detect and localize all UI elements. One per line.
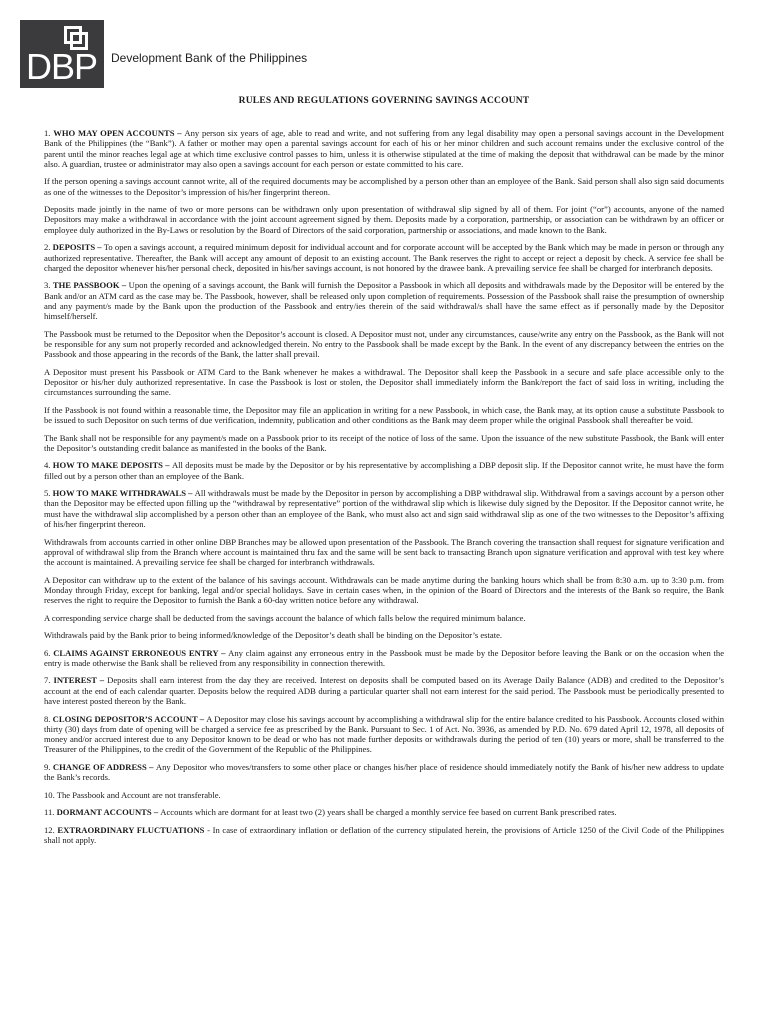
rule-paragraph (44, 762, 724, 783)
rule-heading: HOW TO MAKE WITHDRAWALS – (52, 488, 195, 499)
bank-name: Development Bank of the Philippines (111, 51, 308, 65)
rule-heading: CLAIMS AGAINST ERRONEOUS ENTRY – (53, 647, 229, 658)
rule-text: Withdrawals from accounts carried in other online DBP Branches may be allowed upon presentation of the Passbook. The Branch covering the transaction shall request for signature verification and approval of withdrawal slip from the Branch where account is maintained thru fax and the same will be sent back to transacting Branch upon signature verification and approval with test key where the account is maintained. A prevailing service fee shall be charged for interbranch withdrawals. (44, 536, 724, 568)
rule-text: A Depositor must present his Passbook or ATM Card to the Bank whenever he makes a withdrawal. The Depositor shall keep the Passbook in a secure and safe place accessible only to the Depositor or his/her duly authorized representative. In case the Passbook is lost or stolen, the Depositor shall immediately inform the Bank/report the fact of said loss in writing, including the circumstances surrounding the same. (44, 366, 724, 398)
rule-text: If the Passbook is not found within a reasonable time, the Depositor may file an application in writing for a new Passbook, in which case, the Bank may, at its option cause a substitute Passbook to be issued to such Depositor on such terms of due verification, indemnity, publication and other conditions as the Bank may deem proper while the original Passbook shall thereafter be void. (44, 404, 724, 426)
logo-text: DBP (26, 46, 98, 87)
rule-heading: DORMANT ACCOUNTS – (56, 807, 161, 818)
rule-paragraph (44, 242, 724, 273)
rule-text: Any claim against any erroneous entry in the Passbook must be made by the Depositor before leaving the Bank or on the occasion when the entry is made otherwise the Bank shall be relieved from any responsibility in connection therewith. (44, 647, 725, 668)
rule-number: 3. (44, 280, 53, 291)
rule-paragraph (44, 176, 724, 197)
rule-text: - In case of extraordinary inflation or deflation of the currency stipulated herein, the provisions of Article 1250 of the Civil Code of the Philippines shall not apply. (44, 824, 725, 845)
rule-text: Upon the opening of a savings account, the Bank will furnish the Depositor a Passbook in which all deposits and withdrawals made by the Depositor will be entered by the Bank and/or an ATM card as the case may be. The Passbook, however, shall be released only upon completion of requirements. Possession of the Passbook shall raise the presumption of ownership and any payment/s made by the Bank upon the production of the Passbook and entry/ies therein of the said withdrawal/s shall have the same effect as if personally made by the Depositor himself/herself. (44, 280, 724, 322)
rule-text: Any person six years of age, able to read and write, and not suffering from any legal disability may open a personal savings account in the Development Bank of the Philippines (the “Bank”). A father or mother may open a parental savings account for each of his or her minor children and such account remains under the exclusive control of the parent until the minor reaches legal age at which time exclusive control passes to him, unless it is otherwise stipulated at the time of making the deposit that withdrawal can be made by the minor also. A guardian, trustee or administrator may also open a savings account for each person or estate committed to his care. (44, 128, 724, 169)
rule-paragraph (44, 613, 724, 623)
rule-paragraph (44, 433, 724, 454)
rule-paragraph (44, 807, 724, 817)
dbp-logo (20, 20, 104, 88)
rule-paragraph (44, 329, 724, 360)
document-title: RULES AND REGULATIONS GOVERNING SAVINGS ACCOUNT (238, 96, 530, 106)
rule-number: 5. (44, 488, 53, 499)
rule-paragraph (44, 648, 724, 669)
rule-number: 8. (44, 713, 53, 724)
rule-heading: EXTRAORDINARY FLUCTUATIONS (57, 824, 208, 835)
rule-number: 4. (44, 460, 53, 471)
rule-text: The Passbook and Account are not transferable. (56, 789, 221, 800)
rule-number: 11. (44, 807, 57, 818)
rule-heading: CLOSING DEPOSITOR’S ACCOUNT – (52, 713, 207, 724)
rule-text: A Depositor may close his savings account by accomplishing a withdrawal slip for the entire balance credited to his Passbook. Accounts closed within thirty (30) days from date of opening will be charged a service fee as prescribed by the Bank. Pursuant to Sec. 1 of Act. No. 3936, as amended by P.D. No. 679 dated April 12, 1978, all deposits of money and/or accrued interest due to any Depositor known to be dead or who has not made further deposits or withdrawals during the period of ten (10) years or more, shall be transferred to the Treasurer of the Philippines, to the credit of the Government of the Republic of the Philippines. (44, 713, 725, 755)
rule-paragraph (44, 204, 724, 235)
rule-text: A Depositor can withdraw up to the extent of the balance of his savings account. Withdrawals can be made anytime during the banking hours which shall be from 8:30 a.m. up to 3:30 p.m. from Monday through Friday, except for banking, legal and/or special holidays. Save in certain cases when, in the opinion of the Board of Directors and the interests of the Bank so require, the Bank reserves the right to require the Depositor to furnish the Bank a 60-day written notice before any withdrawal. (44, 574, 724, 606)
rule-text: Deposits made jointly in the name of two or more persons can be withdrawn only upon presentation of withdrawal slip signed by all of them. For joint (“or”) accounts, anyone of the named Depositors may make a withdrawal in accordance with the joint account agreement signed by them. Deposits made by a corporation, partnership, or association can be withdrawn by an officer or employee duly authorized in the By-Laws or resolution by the Board of Directors of the said corporation, partnership or associations, and made known to the Bank. (44, 204, 724, 235)
rule-number: 10. (44, 789, 57, 800)
rule-number: 2. (44, 242, 53, 253)
rule-paragraph (44, 537, 724, 568)
rule-text: If the person opening a savings account cannot write, all of the required documents may be accomplished by a person other than an employee of the Bank. Said person shall also sign said documents as one of the witnesses to the Depositor’s impression of his/her fingerprint thereon. (44, 176, 724, 197)
rules-body (44, 128, 724, 852)
rule-number: 7. (44, 675, 54, 686)
rule-text: Withdrawals paid by the Bank prior to being informed/knowledge of the Depositor’s death shall be binding on the Depositor’s estate. (44, 630, 503, 641)
rule-text: The Bank shall not be responsible for any payment/s made on a Passbook prior to its receipt of the notice of loss of the same. Upon the issuance of the new substitute Passbook, the Bank will enter the Depositor’s outstanding credit balance as manifested in the books of the Bank. (44, 432, 724, 453)
rule-paragraph (44, 367, 724, 398)
rule-number: 6. (44, 647, 54, 658)
rule-text: A corresponding service charge shall be deducted from the savings account the balance of which falls below the required minimum balance. (44, 612, 526, 623)
rule-paragraph (44, 675, 724, 706)
rule-paragraph (44, 280, 724, 321)
rule-number: 9. (44, 761, 53, 772)
rule-paragraph (44, 714, 724, 755)
rule-heading: CHANGE OF ADDRESS – (52, 761, 156, 772)
rule-text: The Passbook must be returned to the Depositor when the Depositor’s account is closed. A Depositor must not, under any circumstances, cause/write any entry on the Passbook, as the Bank will not be responsible for any sum not properly recorded and acknowledged therein. No entry to the Passbook shall be made except by the Bank. In the event of any discrepancy between the entries on the Passbook and those appearing in the records of the Bank, the latter shall prevail. (44, 328, 724, 360)
rule-heading: THE PASSBOOK – (52, 280, 129, 291)
rule-paragraph (44, 630, 724, 640)
rule-text: All withdrawals must be made by the Depositor in person by accomplishing a DBP withdrawal slip. Withdrawal from a savings account by a person other than the Depositor may be effected upon filling up the “withdrawal by representative” portion of the withdrawal slip which is likewise duly signed by the Depositor. If the Depositor cannot write, he must have the withdrawal slip accomplished by a person other than an employee of the Bank, who must also act and sign said withdrawal slip as one of the two witnesses to the Depositor’s affixing of his/her fingerprint thereon. (44, 488, 724, 530)
rule-text: Deposits shall earn interest from the day they are received. Interest on deposits shall be computed based on its Average Daily Balance (ADB) and credited to the Depositor’s account at the end of each calendar quarter. Deposits below the required ADB during a particular quarter shall not earn interest for the said period. The Passbook must be periodically presented to have interest posted thereon by the Bank. (44, 675, 725, 707)
rule-paragraph (44, 405, 724, 426)
rule-text: Accounts which are dormant for at least two (2) years shall be charged a monthly service fee based on current Bank prescribed rates. (160, 807, 617, 818)
rule-heading: HOW TO MAKE DEPOSITS – (52, 460, 172, 471)
rule-heading: INTEREST – (53, 675, 108, 686)
rule-paragraph (44, 460, 724, 481)
rule-paragraph (44, 825, 724, 846)
rule-paragraph (44, 790, 724, 800)
rule-number: 12. (44, 824, 58, 835)
rule-paragraph (44, 488, 724, 529)
rule-paragraph (44, 575, 724, 606)
rule-paragraph (44, 128, 724, 169)
rule-text: All deposits must be made by the Depositor or by his representative by accomplishing a DBP deposit slip. If the Depositor cannot write, he must have the form filled out by a person other than an employee of the Bank. (44, 460, 724, 481)
rule-text: Any Depositor who moves/transfers to some other place or changes his/her place of residence should immediately notify the Bank of his/her new address to update the Bank’s records. (44, 761, 724, 783)
rule-heading: DEPOSITS – (52, 242, 104, 253)
rule-text: To open a savings account, a required minimum deposit for individual account and for corporate account will be accepted by the Bank which may be made in person or through any authorized representative. Thereafter, the Bank will accept any amount of deposit to an existing account. The Bank reserves the right to accept or reject a deposit by check. A service fee shall be charged the depositor whenever his/her personal check, deposited in his/her savings account, is not honored by the drawee bank. A prevailing service fee shall be charged for interbranch deposits. (44, 242, 725, 273)
rule-number: 1. (44, 128, 54, 138)
rule-heading: WHO MAY OPEN ACCOUNTS – (53, 128, 185, 138)
